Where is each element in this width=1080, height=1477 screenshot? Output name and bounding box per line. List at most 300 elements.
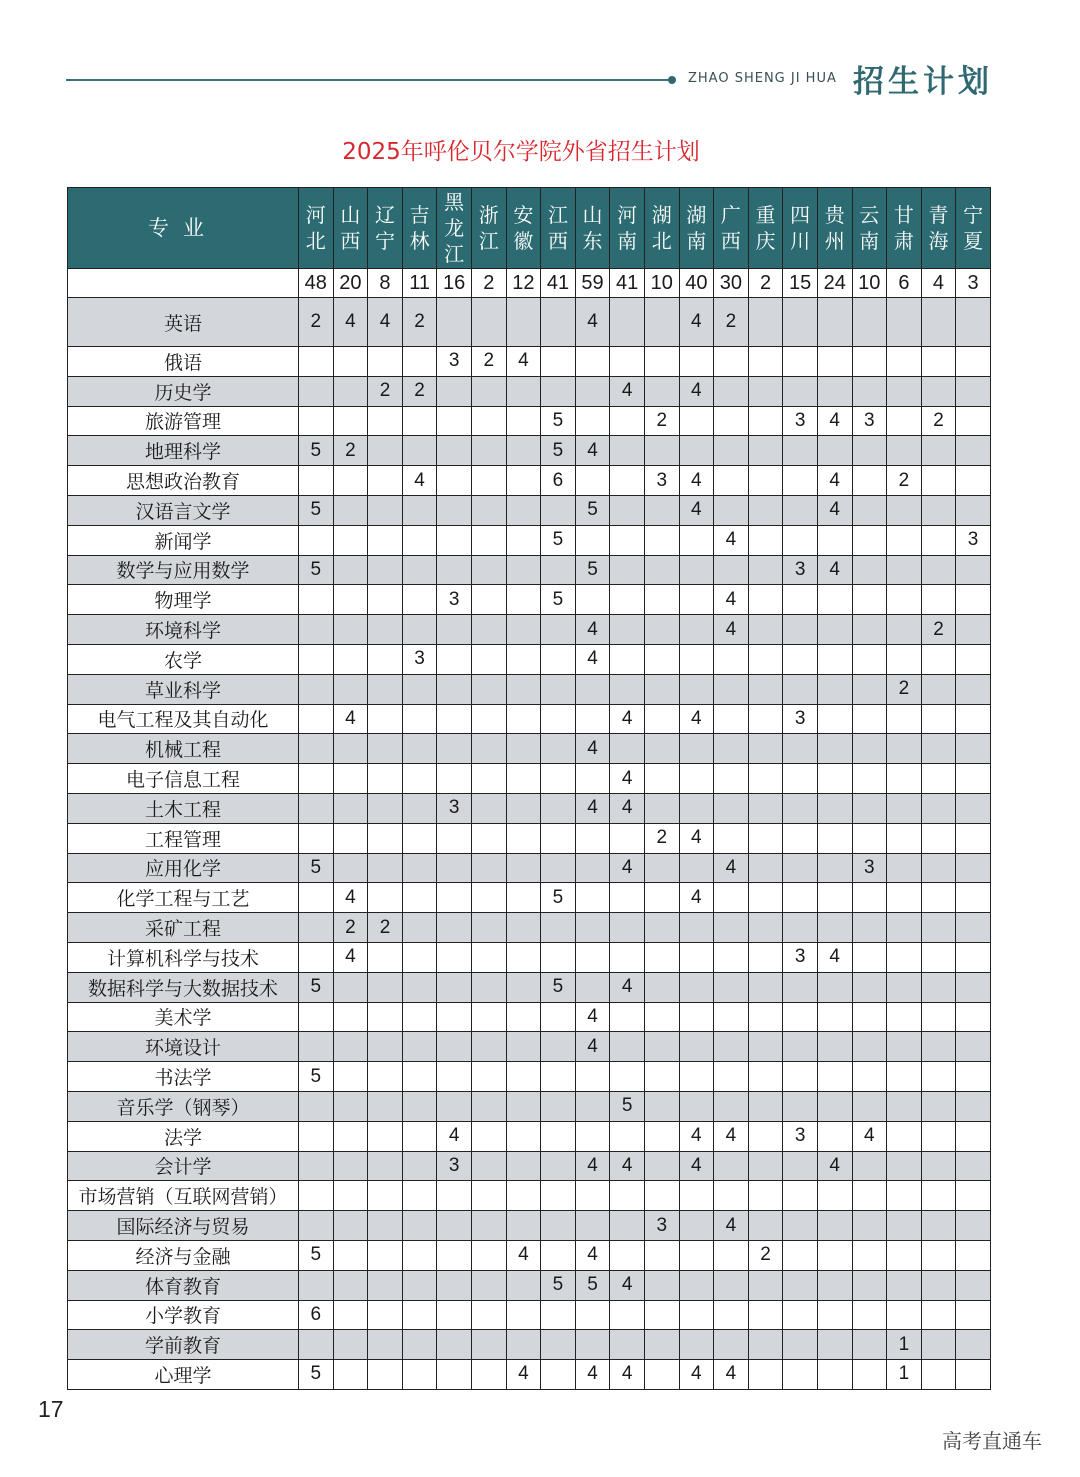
quota-cell (852, 436, 887, 466)
quota-cell (783, 883, 818, 913)
quota-cell (299, 793, 334, 823)
major-name-cell: 环境设计 (68, 1032, 299, 1062)
quota-cell (644, 972, 679, 1002)
table-header-row (68, 188, 991, 269)
quota-cell (783, 764, 818, 794)
quota-cell: 6 (541, 466, 576, 496)
quota-cell: 4 (817, 406, 852, 436)
quota-cell (299, 1211, 334, 1241)
quota-cell (541, 1062, 576, 1092)
quota-cell (714, 913, 749, 943)
quota-cell (402, 942, 437, 972)
major-name-cell: 学前教育 (68, 1330, 299, 1360)
quota-cell (679, 793, 714, 823)
quota-cell (299, 883, 334, 913)
quota-cell (714, 1300, 749, 1330)
quota-cell (402, 1181, 437, 1211)
quota-cell (921, 1330, 956, 1360)
quota-cell (748, 1121, 783, 1151)
quota-cell (471, 406, 506, 436)
quota-cell (471, 823, 506, 853)
quota-cell (887, 1062, 922, 1092)
quota-cell: 2 (471, 347, 506, 377)
province-column-header (402, 188, 437, 269)
quota-cell: 4 (575, 644, 610, 674)
quota-cell (610, 555, 645, 585)
quota-cell (783, 913, 818, 943)
quota-cell (644, 644, 679, 674)
quota-cell (333, 525, 368, 555)
quota-cell (575, 1211, 610, 1241)
quota-cell (644, 1151, 679, 1181)
quota-cell (299, 764, 334, 794)
quota-cell (852, 1300, 887, 1330)
quota-cell (368, 466, 403, 496)
table-row (68, 972, 991, 1002)
quota-cell (644, 1091, 679, 1121)
quota-cell (852, 644, 887, 674)
quota-cell: 4 (506, 347, 541, 377)
quota-cell (679, 1032, 714, 1062)
quota-cell (437, 972, 472, 1002)
quota-cell (956, 615, 991, 645)
header-rule-dot-icon (668, 76, 676, 84)
quota-cell (333, 1032, 368, 1062)
quota-cell (299, 1121, 334, 1151)
quota-cell (506, 525, 541, 555)
quota-cell (402, 972, 437, 1002)
quota-cell (852, 1181, 887, 1211)
province-name: 云 南 (859, 203, 880, 253)
quota-cell (471, 1091, 506, 1121)
quota-cell (783, 466, 818, 496)
quota-cell (368, 644, 403, 674)
quota-cell (575, 1091, 610, 1121)
quota-cell (299, 823, 334, 853)
quota-cell (679, 1211, 714, 1241)
quota-cell (506, 883, 541, 913)
quota-cell: 5 (610, 1091, 645, 1121)
header-pinyin: ZHAO SHENG JI HUA (688, 71, 837, 86)
table-row (68, 1091, 991, 1121)
quota-cell: 5 (541, 883, 576, 913)
table-row (68, 1002, 991, 1032)
quota-cell (887, 525, 922, 555)
quota-cell (299, 1181, 334, 1211)
quota-cell (956, 376, 991, 406)
quota-cell (368, 1151, 403, 1181)
quota-cell (921, 1062, 956, 1092)
quota-cell (471, 942, 506, 972)
quota-cell (610, 406, 645, 436)
quota-cell (437, 406, 472, 436)
quota-cell (506, 615, 541, 645)
quota-cell (575, 823, 610, 853)
page-number: 17 (38, 1396, 64, 1422)
quota-cell: 5 (299, 1240, 334, 1270)
quota-cell (956, 406, 991, 436)
quota-cell (575, 1121, 610, 1151)
quota-cell (817, 376, 852, 406)
quota-cell (679, 585, 714, 615)
quota-cell (471, 644, 506, 674)
quota-cell (783, 1062, 818, 1092)
quota-cell (541, 1211, 576, 1241)
quota-cell (610, 1121, 645, 1151)
quota-cell (437, 1300, 472, 1330)
quota-cell (437, 764, 472, 794)
quota-cell (748, 347, 783, 377)
quota-cell: 5 (541, 525, 576, 555)
table-row (68, 1300, 991, 1330)
table-row (68, 734, 991, 764)
quota-cell (610, 913, 645, 943)
province-column-header (852, 188, 887, 269)
quota-cell (714, 555, 749, 585)
quota-cell (679, 1270, 714, 1300)
quota-cell (644, 1062, 679, 1092)
quota-cell (748, 674, 783, 704)
quota-cell: 4 (817, 555, 852, 585)
quota-cell (748, 1211, 783, 1241)
quota-cell (541, 1032, 576, 1062)
quota-cell (887, 1300, 922, 1330)
quota-cell (817, 1062, 852, 1092)
quota-cell (644, 555, 679, 585)
province-total-cell: 48 (299, 269, 334, 298)
quota-cell (333, 734, 368, 764)
quota-cell (852, 883, 887, 913)
quota-cell: 4 (437, 1121, 472, 1151)
quota-cell (299, 1330, 334, 1360)
quota-cell (471, 1211, 506, 1241)
quota-cell (299, 942, 334, 972)
quota-cell (817, 674, 852, 704)
quota-cell (714, 1091, 749, 1121)
quota-cell (817, 764, 852, 794)
quota-cell (748, 644, 783, 674)
quota-cell (506, 1300, 541, 1330)
quota-cell (852, 1360, 887, 1390)
quota-cell (783, 436, 818, 466)
quota-cell (748, 298, 783, 347)
quota-cell (956, 466, 991, 496)
quota-cell (575, 1062, 610, 1092)
quota-cell: 6 (299, 1300, 334, 1330)
quota-cell (437, 674, 472, 704)
quota-cell (368, 734, 403, 764)
quota-cell (437, 1211, 472, 1241)
quota-cell: 5 (299, 1360, 334, 1390)
quota-cell (541, 495, 576, 525)
quota-cell (299, 347, 334, 377)
quota-cell (437, 525, 472, 555)
province-total-cell: 3 (956, 269, 991, 298)
quota-cell: 4 (679, 823, 714, 853)
quota-cell: 2 (368, 376, 403, 406)
quota-cell (748, 1360, 783, 1390)
quota-cell (333, 347, 368, 377)
quota-cell (471, 704, 506, 734)
quota-cell (817, 298, 852, 347)
quota-cell (575, 466, 610, 496)
quota-cell (817, 883, 852, 913)
quota-cell (956, 972, 991, 1002)
quota-cell (956, 734, 991, 764)
quota-cell (333, 495, 368, 525)
quota-cell (817, 734, 852, 764)
province-name: 黑 龙 江 (444, 190, 465, 266)
table-row (68, 644, 991, 674)
quota-cell (679, 555, 714, 585)
quota-cell (748, 585, 783, 615)
quota-cell: 5 (299, 555, 334, 585)
quota-cell: 5 (541, 585, 576, 615)
quota-cell (437, 644, 472, 674)
quota-cell (644, 1121, 679, 1151)
quota-cell (506, 1330, 541, 1360)
province-total-cell: 11 (402, 269, 437, 298)
major-name-cell: 新闻学 (68, 525, 299, 555)
quota-cell: 4 (817, 942, 852, 972)
quota-cell (748, 615, 783, 645)
quota-cell: 5 (575, 1270, 610, 1300)
quota-cell: 4 (679, 1360, 714, 1390)
table-row (68, 525, 991, 555)
quota-cell (368, 1121, 403, 1151)
quota-cell: 4 (714, 615, 749, 645)
quota-cell (679, 1300, 714, 1330)
quota-cell (956, 823, 991, 853)
quota-cell (610, 644, 645, 674)
major-name-cell: 俄语 (68, 347, 299, 377)
quota-cell: 3 (402, 644, 437, 674)
quota-cell (644, 704, 679, 734)
quota-cell: 4 (817, 495, 852, 525)
quota-cell (541, 347, 576, 377)
quota-cell (783, 1240, 818, 1270)
table-row (68, 585, 991, 615)
quota-cell (368, 1270, 403, 1300)
quota-cell (783, 674, 818, 704)
province-name: 重 庆 (755, 203, 776, 253)
quota-cell (714, 823, 749, 853)
quota-cell: 4 (333, 704, 368, 734)
quota-cell (921, 466, 956, 496)
province-total-cell: 2 (748, 269, 783, 298)
quota-cell (610, 466, 645, 496)
province-column-header (368, 188, 403, 269)
quota-cell (783, 1330, 818, 1360)
quota-cell: 5 (541, 436, 576, 466)
province-total-cell: 20 (333, 269, 368, 298)
quota-cell (921, 734, 956, 764)
table-row (68, 1360, 991, 1390)
quota-cell (817, 585, 852, 615)
quota-cell (817, 1330, 852, 1360)
quota-cell (333, 1181, 368, 1211)
quota-cell (714, 495, 749, 525)
major-name-cell: 计算机科学与技术 (68, 942, 299, 972)
quota-cell: 3 (783, 1121, 818, 1151)
quota-cell (402, 585, 437, 615)
major-name-cell: 小学教育 (68, 1300, 299, 1330)
quota-cell (887, 585, 922, 615)
quota-cell (402, 1002, 437, 1032)
quota-cell (368, 1091, 403, 1121)
quota-cell (852, 913, 887, 943)
quota-cell (610, 436, 645, 466)
quota-cell (783, 793, 818, 823)
province-name: 甘 肃 (893, 203, 914, 253)
quota-cell (644, 1240, 679, 1270)
table-row (68, 1151, 991, 1181)
quota-cell (333, 555, 368, 585)
quota-cell (852, 555, 887, 585)
quota-cell (783, 1270, 818, 1300)
quota-cell (679, 674, 714, 704)
quota-cell (714, 1181, 749, 1211)
quota-cell (817, 644, 852, 674)
quota-cell: 4 (333, 298, 368, 347)
quota-cell (368, 853, 403, 883)
quota-cell (887, 1032, 922, 1062)
quota-cell (817, 704, 852, 734)
quota-cell (610, 674, 645, 704)
quota-cell: 4 (714, 1121, 749, 1151)
quota-cell (956, 704, 991, 734)
quota-cell (956, 913, 991, 943)
quota-cell (887, 644, 922, 674)
quota-cell (956, 1091, 991, 1121)
quota-cell: 4 (679, 495, 714, 525)
quota-cell (714, 1002, 749, 1032)
major-name-cell: 数据科学与大数据技术 (68, 972, 299, 1002)
quota-cell (956, 793, 991, 823)
quota-cell (368, 406, 403, 436)
quota-cell (748, 555, 783, 585)
quota-cell: 4 (610, 1360, 645, 1390)
table-row (68, 495, 991, 525)
quota-cell: 4 (679, 883, 714, 913)
major-name-cell: 电子信息工程 (68, 764, 299, 794)
quota-cell (817, 615, 852, 645)
quota-cell (506, 555, 541, 585)
quota-cell (368, 1300, 403, 1330)
quota-cell (541, 298, 576, 347)
quota-cell: 3 (437, 793, 472, 823)
quota-cell (817, 853, 852, 883)
table-row (68, 913, 991, 943)
major-name-cell: 环境科学 (68, 615, 299, 645)
major-name-cell: 思想政治教育 (68, 466, 299, 496)
quota-cell: 4 (575, 436, 610, 466)
quota-cell (471, 883, 506, 913)
quota-cell (887, 1211, 922, 1241)
province-column-header (506, 188, 541, 269)
quota-cell (541, 942, 576, 972)
quota-cell: 2 (333, 913, 368, 943)
quota-cell (644, 525, 679, 555)
quota-cell (541, 734, 576, 764)
province-total-cell: 15 (783, 269, 818, 298)
quota-cell: 5 (575, 495, 610, 525)
quota-cell (956, 1360, 991, 1390)
quota-cell (541, 1091, 576, 1121)
quota-cell (471, 1360, 506, 1390)
totals-row (68, 269, 991, 298)
quota-cell: 4 (610, 1270, 645, 1300)
quota-cell (299, 615, 334, 645)
quota-cell: 2 (299, 298, 334, 347)
quota-cell (437, 823, 472, 853)
province-total-cell: 24 (817, 269, 852, 298)
quota-cell (852, 942, 887, 972)
quota-cell (506, 853, 541, 883)
quota-cell (471, 376, 506, 406)
quota-cell (783, 347, 818, 377)
quota-cell (471, 555, 506, 585)
quota-cell (852, 1032, 887, 1062)
quota-cell (471, 1121, 506, 1151)
quota-cell: 4 (575, 734, 610, 764)
quota-cell (610, 615, 645, 645)
quota-cell: 4 (679, 1121, 714, 1151)
quota-cell (852, 704, 887, 734)
quota-cell (644, 674, 679, 704)
quota-cell (402, 823, 437, 853)
quota-cell: 4 (575, 1032, 610, 1062)
quota-cell (783, 734, 818, 764)
quota-cell (714, 942, 749, 972)
major-name-cell: 体育教育 (68, 1270, 299, 1300)
quota-cell: 4 (679, 704, 714, 734)
quota-cell (506, 734, 541, 764)
quota-cell (368, 1002, 403, 1032)
quota-cell (299, 525, 334, 555)
quota-cell (541, 1330, 576, 1360)
quota-cell (887, 555, 922, 585)
province-name: 贵 州 (824, 203, 845, 253)
quota-cell (575, 347, 610, 377)
major-name-cell: 土木工程 (68, 793, 299, 823)
province-name: 湖 北 (651, 203, 672, 253)
quota-cell (575, 1330, 610, 1360)
quota-cell (783, 525, 818, 555)
major-name-cell: 会计学 (68, 1151, 299, 1181)
quota-cell (368, 1330, 403, 1360)
quota-cell (610, 1330, 645, 1360)
province-total-cell: 59 (575, 269, 610, 298)
quota-cell: 4 (610, 972, 645, 1002)
quota-cell (817, 1002, 852, 1032)
quota-cell (541, 1002, 576, 1032)
quota-cell: 2 (402, 376, 437, 406)
quota-cell (368, 883, 403, 913)
quota-cell (956, 644, 991, 674)
quota-cell (817, 823, 852, 853)
quota-cell (679, 436, 714, 466)
province-column-header (471, 188, 506, 269)
quota-cell: 5 (541, 972, 576, 1002)
quota-cell (817, 525, 852, 555)
quota-cell (575, 853, 610, 883)
quota-cell (471, 1181, 506, 1211)
quota-cell (679, 1330, 714, 1360)
province-column-header (956, 188, 991, 269)
quota-cell (748, 883, 783, 913)
quota-cell (748, 1181, 783, 1211)
